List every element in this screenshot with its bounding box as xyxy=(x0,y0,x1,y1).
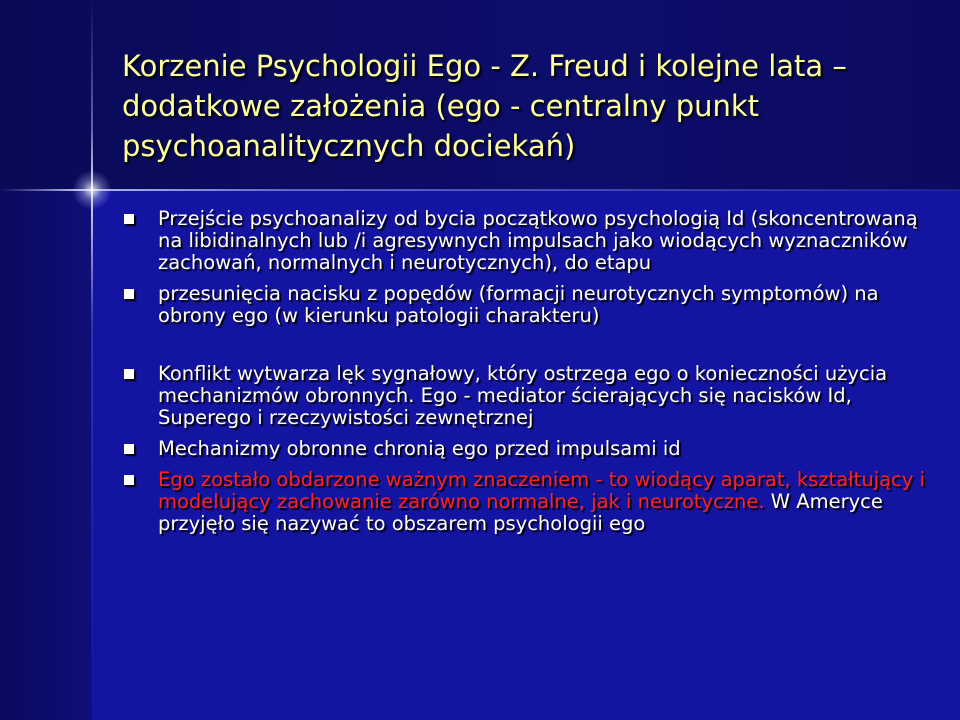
square-bullet-icon xyxy=(124,475,134,485)
bullet-item xyxy=(122,283,932,327)
bullet-text: Przejście psychoanalizy od bycia początkowo psychologią Id (skoncentrowaną na libidinalnych lub /i agresywnych impulsach jako wiodących wyznaczników zachowań, normalnych i neurotycznych), do etapu xyxy=(158,207,918,274)
bullet-item xyxy=(122,438,932,460)
square-bullet-icon xyxy=(124,214,134,224)
vertical-light-line xyxy=(91,0,93,720)
sparkle-icon xyxy=(72,170,112,210)
bullet-list xyxy=(122,208,932,544)
left-band xyxy=(0,190,92,720)
square-bullet-icon xyxy=(124,444,134,454)
bullet-highlight-text: Ego zostało obdarzone ważnym znaczeniem - to wiodący aparat, kształtujący i modelujący zachowanie zarówno normalne, jak i neurotyczne. xyxy=(158,468,925,513)
square-bullet-icon xyxy=(124,289,134,299)
bullet-item xyxy=(122,208,932,274)
bullet-text: Mechanizmy obronne chronią ego przed impulsami id xyxy=(158,437,681,460)
horizontal-light-line xyxy=(0,189,960,191)
square-bullet-icon xyxy=(124,369,134,379)
bullet-item xyxy=(122,469,932,535)
bullet-text: Konflikt wytwarza lęk sygnałowy, który ostrzega ego o konieczności użycia mechanizmów obronnych. Ego - mediator ścierających się nacisków Id, Superego i rzeczywistości zewnętrznej xyxy=(158,362,888,429)
bullet-item xyxy=(122,363,932,429)
slide-title: Korzenie Psychologii Ego - Z. Freud i kolejne lata – dodatkowe założenia (ego - centralny punkt psychoanalitycznych dociekań) xyxy=(122,49,847,163)
bullet-text: W Ameryce przyjęło się nazywać to obszarem psychologii ego xyxy=(158,490,883,535)
bullet-text: przesunięcia nacisku z popędów (formacji neurotycznych symptomów) na obrony ego (w kierunku patologii charakteru) xyxy=(158,282,879,327)
